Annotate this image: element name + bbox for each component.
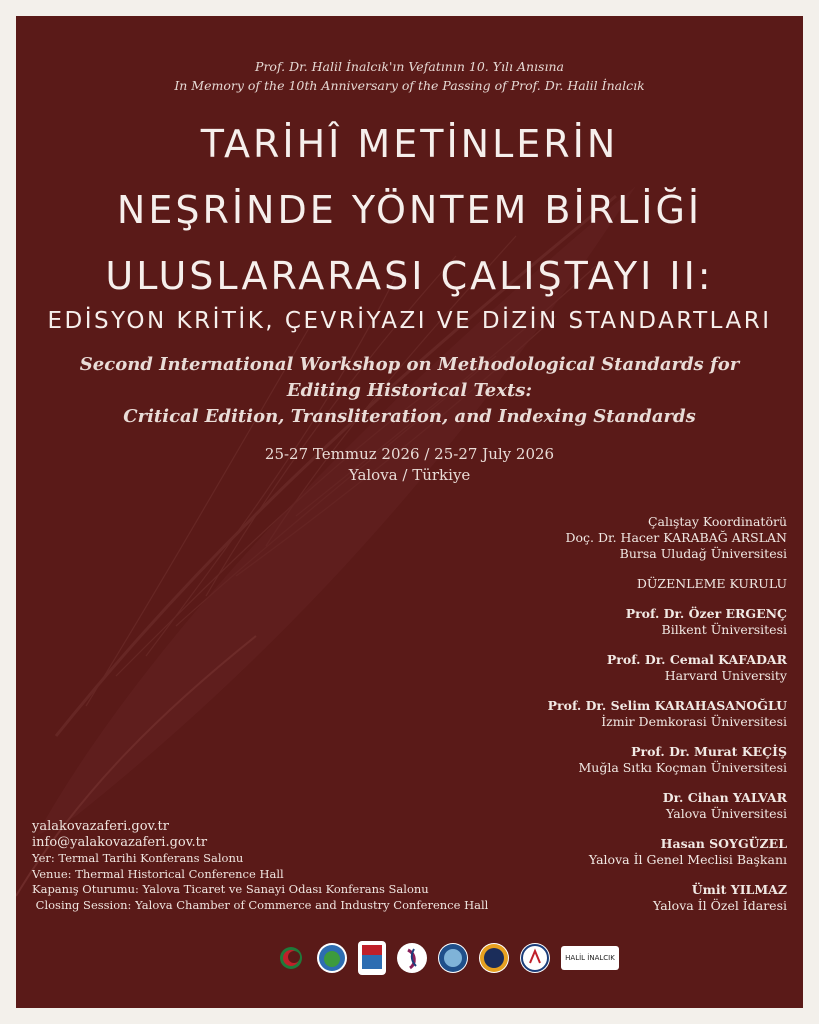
member-affiliation: Yalova İl Genel Meclisi Başkanı xyxy=(588,852,787,867)
memorial-line-tr: Prof. Dr. Halil İnalcık'ın Vefatının 10. Yılı Anısına xyxy=(255,59,564,74)
member-name: Ümit YILMAZ xyxy=(691,882,787,897)
member-name: Prof. Dr. Özer ERGENÇ xyxy=(625,606,787,621)
english-title-line-2: Editing Historical Texts: xyxy=(286,380,533,401)
organizing-heading: DÜZENLEME KURULU xyxy=(636,576,787,591)
title-line-1: TARİHÎ METİNLERİN xyxy=(200,122,619,166)
event-dates: 25-27 Temmuz 2026 / 25-27 July 2026 xyxy=(264,445,555,463)
yalova-il-ozel-idaresi-logo xyxy=(317,943,347,973)
venue-tr: Yer: Termal Tarihi Konferans Salonu xyxy=(32,851,244,865)
website-link[interactable]: yalakovazaferi.gov.tr xyxy=(32,819,169,834)
coordinator-heading: Çalıştay Koordinatörü xyxy=(647,514,787,529)
memorial-line-en: In Memory of the 10th Anniversary of the Passing of Prof. Dr. Halil İnalcık xyxy=(174,78,645,93)
university-logo-1 xyxy=(397,943,427,973)
coordinator-affiliation: Bursa Uludağ Üniversitesi xyxy=(619,546,787,561)
email-link[interactable]: info@yalakovazaferi.gov.tr xyxy=(32,835,208,850)
committee-block xyxy=(548,514,787,914)
english-title-line-1: Second International Workshop on Methodological Standards for xyxy=(79,354,740,375)
title-line-2: NEŞRİNDE YÖNTEM BİRLİĞİ xyxy=(116,188,703,232)
member-name: Prof. Dr. Murat KEÇİŞ xyxy=(631,744,787,759)
title-line-3: ULUSLARARASI ÇALIŞTAYI II: xyxy=(105,254,714,298)
event-location: Yalova / Türkiye xyxy=(348,466,471,484)
crescent-logo xyxy=(276,943,306,973)
halil-inalcik-logo xyxy=(561,946,619,970)
halil-inalcik-logo-text: HALİL İNALCIK xyxy=(565,954,615,962)
poster xyxy=(16,16,803,1008)
municipality-logo xyxy=(358,941,386,975)
member-affiliation: İzmir Demkorasi Üniversitesi xyxy=(601,714,787,729)
closing-session-en: Closing Session: Yalova Chamber of Commerce and Industry Conference Hall xyxy=(32,897,489,912)
member-name: Dr. Cihan YALVAR xyxy=(662,790,787,805)
member-name: Prof. Dr. Cemal KAFADAR xyxy=(606,652,787,667)
title-subtitle: EDİSYON KRİTİK, ÇEVRİYAZI VE DİZİN STANDARTLARI xyxy=(47,308,772,334)
sponsor-logos xyxy=(276,941,619,975)
member-affiliation: Yalova Üniversitesi xyxy=(665,806,787,821)
university-logo-2 xyxy=(438,943,468,973)
university-logo-4 xyxy=(520,943,550,973)
contact-block xyxy=(32,819,488,913)
english-title-line-3: Critical Edition, Transliteration, and Indexing Standards xyxy=(123,406,696,427)
coordinator-name: Doç. Dr. Hacer KARABAĞ ARSLAN xyxy=(565,530,787,545)
member-affiliation: Harvard University xyxy=(664,668,787,683)
member-name: Prof. Dr. Selim KARAHASANOĞLU xyxy=(547,698,787,713)
university-logo-3 xyxy=(479,943,509,973)
member-affiliation: Yalova İl Özel İdaresi xyxy=(652,898,787,913)
closing-session-tr: Kapanış Oturumu: Yalova Ticaret ve Sanayi Odası Konferans Salonu xyxy=(32,882,429,896)
member-name: Hasan SOYGÜZEL xyxy=(660,836,787,851)
member-affiliation: Bilkent Üniversitesi xyxy=(661,622,787,637)
venue-en: Venue: Thermal Historical Conference Hall xyxy=(32,866,284,881)
member-affiliation: Muğla Sıtkı Koçman Üniversitesi xyxy=(578,760,787,775)
